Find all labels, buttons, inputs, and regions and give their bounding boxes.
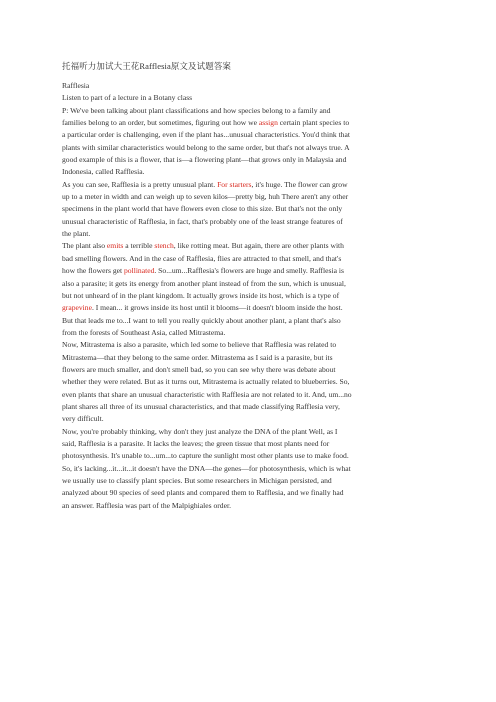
- text-line: [62, 315, 438, 327]
- text-line: [62, 438, 438, 450]
- text-line: [62, 92, 438, 104]
- text-line: [62, 290, 438, 302]
- text-segment: the plant.: [62, 229, 91, 239]
- text-line: [62, 191, 438, 203]
- text-segment: Now, Mitrastema is also a parasite, which led some to believe that Rafflesia was related to: [62, 340, 337, 350]
- text-segment: . So...um...Rafflesia's flowers are huge and smelly. Rafflesia is: [154, 266, 344, 276]
- text-segment: , like rotting meat. But again, there are other plants with: [173, 241, 344, 251]
- text-segment: specimens in the plant world that have flowers even close to this size. But that's not the only: [62, 204, 343, 214]
- highlighted-term: assign: [258, 118, 278, 128]
- text-line: [62, 389, 438, 401]
- text-line: [62, 463, 438, 475]
- text-line: [62, 203, 438, 215]
- text-line: [62, 487, 438, 499]
- document-body: [62, 80, 438, 512]
- text-line: [62, 265, 438, 277]
- text-segment: a particular order is challenging, even if the plant has...unusual characteristics. You'd think that: [62, 130, 350, 140]
- text-segment: said, Rafflesia is a parasite. It lacks the leaves; the green tissue that most plants need for: [62, 438, 330, 448]
- paragraph: [62, 105, 438, 179]
- text-segment: As you can see, Rafflesia is a pretty unusual plant.: [62, 179, 218, 189]
- text-line: [62, 450, 438, 462]
- text-segment: a terrible: [123, 241, 155, 251]
- paragraph: [62, 92, 438, 104]
- text-segment: analyzed about 90 species of seed plants and compared them to Rafflesia, and we finally had: [62, 488, 344, 498]
- text-segment: also a parasite; it gets its energy from another plant instead of from the sun, which is unusual,: [62, 278, 346, 288]
- text-segment: The plant also: [62, 241, 107, 251]
- text-line: [62, 253, 438, 265]
- paragraph: [62, 339, 438, 425]
- text-line: [62, 228, 438, 240]
- text-line: [62, 166, 438, 178]
- text-segment: but not unheard of in the plant kingdom. It actually grows inside its host, which is a type of: [62, 290, 340, 300]
- text-line: [62, 142, 438, 154]
- text-line: [62, 216, 438, 228]
- text-segment: we usually use to classify plant species. But some researchers in Michigan persisted, and: [62, 476, 332, 485]
- text-line: [62, 117, 438, 129]
- text-segment: good example of this is a flower, that is—a flowering plant—that grows only in Malaysia and: [62, 155, 347, 165]
- text-line: [62, 401, 438, 413]
- text-segment: photosynthesis. It's unable to...um...to capture the sunlight most other plants use to make food.: [62, 451, 349, 461]
- text-segment: P: We've been talking about plant classifications and how species belong to a family and: [62, 105, 331, 115]
- text-line: [62, 352, 438, 364]
- text-segment: flowers are much smaller, and don't smell bad, so you can see why there was debate about: [62, 364, 336, 374]
- text-line: [62, 240, 438, 252]
- text-segment: But that leads me to...I want to tell you really quickly about another plant, a plant that's also: [62, 315, 341, 325]
- text-line: [62, 413, 438, 425]
- text-segment: Indonesia, called Rafflesia.: [62, 167, 145, 177]
- highlighted-term: pollinated: [124, 266, 155, 276]
- text-segment: Listen to part of a lecture in a Botany class: [62, 93, 193, 103]
- paragraph: [62, 240, 438, 339]
- text-segment: an answer. Rafflesia was part of the Malpighiales order.: [62, 500, 231, 510]
- paragraph: [62, 179, 438, 241]
- text-segment: very difficult.: [62, 414, 104, 424]
- text-segment: families belong to an order, but sometimes, figuring out how we: [62, 118, 259, 128]
- highlighted-term: stench: [154, 241, 174, 251]
- paragraph: [62, 80, 438, 92]
- text-segment: plant shares all three of its unusual characteristics, and that made classifying Rafflesia very,: [62, 401, 340, 411]
- text-line: [62, 475, 438, 487]
- text-segment: plants with similar characteristics would belong to the same order, but that's not always true. A: [62, 142, 350, 152]
- text-line: [62, 500, 438, 512]
- text-segment: . I mean... it grows inside its host until it blooms—it doesn't bloom inside the host.: [91, 303, 343, 313]
- text-segment: , it's huge. The flower can grow: [251, 179, 348, 189]
- text-line: [62, 327, 438, 339]
- text-line: [62, 80, 438, 92]
- text-segment: even plants that share an unusual characteristic with Rafflesia are not related to it. And, um...no: [62, 389, 352, 399]
- highlighted-term: grapevine: [62, 303, 92, 313]
- text-segment: up to a meter in width and can weigh up to seven kilos—pretty big, huh There aren't any other: [62, 192, 349, 202]
- text-segment: how the flowers get: [62, 266, 124, 276]
- text-segment: bad smelling flowers. And in the case of Rafflesia, flies are attracted to that smell, and that's: [62, 253, 342, 263]
- text-segment: certain plant species to: [277, 118, 350, 128]
- text-segment: unusual characteristic of Rafflesia, in fact, that's probably one of the least strange features of: [62, 216, 343, 226]
- text-line: [62, 278, 438, 290]
- document-title: 托福听力加试大王花Rafflesia原文及试题答案: [62, 61, 232, 71]
- highlighted-term: emits: [106, 241, 124, 251]
- highlighted-term: For starters: [217, 179, 252, 189]
- text-segment: whether they were related. But as it turns out, Mitrastema is actually related to blueberries. So,: [62, 377, 350, 387]
- text-segment: Mitrastema—that they belong to the same order. Mitrastema as I said is a parasite, but its: [62, 352, 333, 362]
- text-segment: from the forests of Southeast Asia, called Mitrastema.: [62, 327, 226, 337]
- text-segment: Rafflesia: [62, 81, 90, 90]
- text-line: [62, 364, 438, 376]
- text-line: [62, 339, 438, 351]
- paragraph: [62, 426, 438, 512]
- text-line: [62, 426, 438, 438]
- text-line: [62, 154, 438, 166]
- text-line: [62, 105, 438, 117]
- text-line: [62, 129, 438, 141]
- text-segment: Now, you're probably thinking, why don't they just analyze the DNA of the plant Well, as I: [62, 426, 338, 436]
- text-line: [62, 302, 438, 314]
- text-line: [62, 179, 438, 191]
- text-segment: So, it's lacking...it...it...it doesn't have the DNA—the genes—for photosynthesis, which is what: [62, 463, 351, 473]
- text-line: [62, 376, 438, 388]
